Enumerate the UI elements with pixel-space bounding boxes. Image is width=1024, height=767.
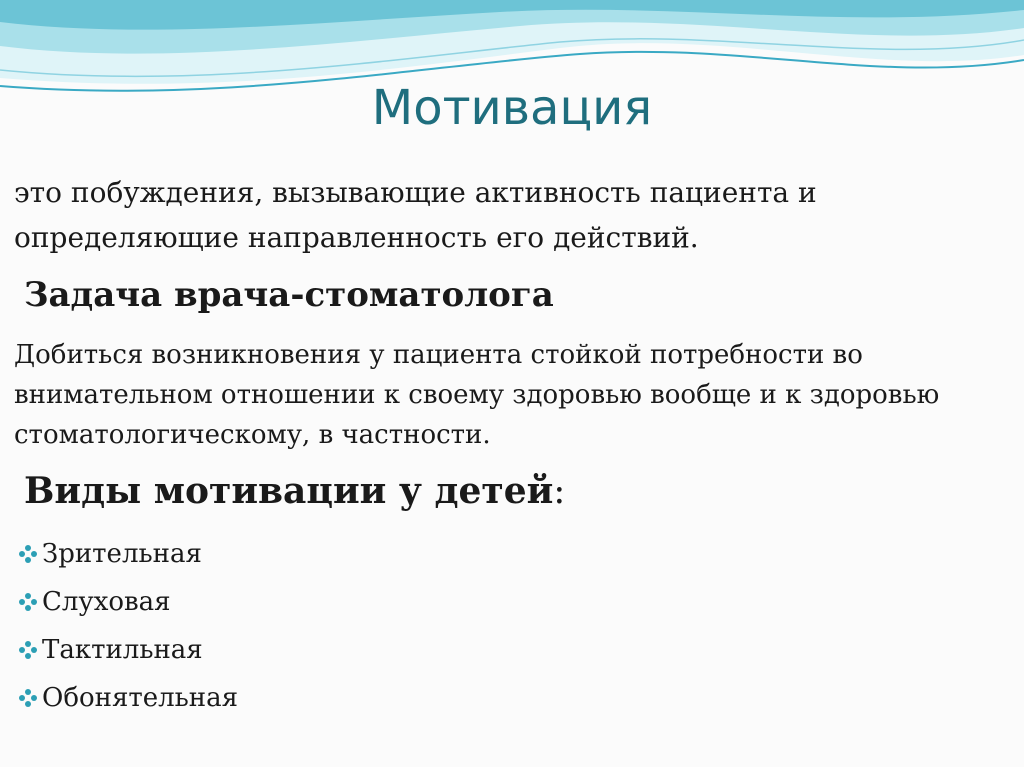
types-heading — [24, 470, 565, 512]
list-item-label: Зрительная — [42, 539, 202, 569]
slide-title: Мотивация — [371, 80, 653, 136]
list-item — [16, 626, 238, 674]
diamond-dots-icon — [16, 688, 40, 708]
types-heading-text: Виды мотивации у детей — [24, 470, 554, 512]
diamond-dots-icon — [16, 592, 40, 612]
list-item — [16, 530, 238, 578]
definition-text: это побуждения, вызывающие активность пациента и определяющие направленность его действий. — [14, 176, 817, 254]
list-item-label: Тактильная — [42, 635, 203, 665]
task-heading: Задача врача-стоматолога — [24, 275, 554, 315]
list-item-label: Обонятельная — [42, 683, 239, 713]
motivation-types-list — [16, 530, 238, 722]
list-item — [16, 674, 238, 722]
task-text: Добиться возникновения у пациента стойкой потребности во внимательном отношении к своему здоровью вообще и к здоровью стоматологическому, в частности. — [14, 340, 940, 450]
types-heading-colon: : — [553, 471, 566, 512]
list-item-label: Слуховая — [42, 587, 171, 617]
list-item — [16, 578, 238, 626]
diamond-dots-icon — [16, 544, 40, 564]
diamond-dots-icon — [16, 640, 40, 660]
